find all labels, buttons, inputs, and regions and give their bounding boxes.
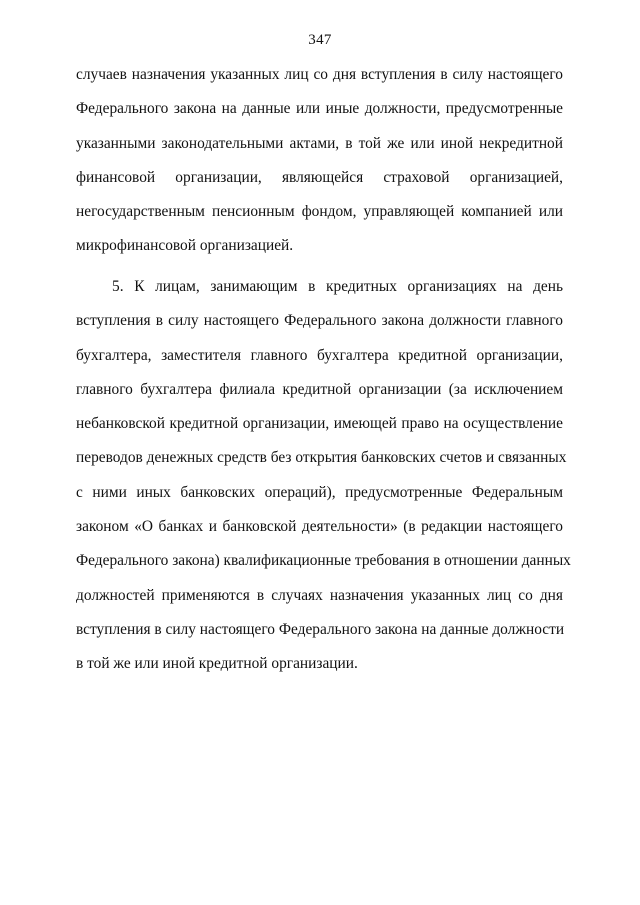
text-line: законом «О банках и банковской деятельности» (в редакции настоящего xyxy=(76,518,563,536)
text-line: вступления в силу настоящего Федерального закона на данные должности xyxy=(76,620,565,638)
text-line: микрофинансовой организацией. xyxy=(76,237,294,255)
text-line: переводов денежных средств без открытия банковских счетов и связанных xyxy=(76,449,567,467)
text-line: Федерального закона) квалификационные требования в отношении данных xyxy=(76,552,571,570)
text-line: финансовой организации, являющейся страховой организацией, xyxy=(76,168,563,186)
text-line: негосударственным пенсионным фондом, управляющей компанией или xyxy=(76,203,563,221)
text-line: должностей применяются в случаях назначения указанных лиц со дня xyxy=(76,586,563,604)
text-line: вступления в силу настоящего Федерального закона должности главного xyxy=(76,312,563,330)
text-line: случаев назначения указанных лиц со дня вступления в силу настоящего xyxy=(76,66,563,83)
text-line: указанными законодательными актами, в той же или иной некредитной xyxy=(76,134,563,152)
paragraph-5 xyxy=(76,270,571,682)
text-line: с ними иных банковских операций), предусмотренные Федеральным xyxy=(76,483,563,501)
text-line: в той же или иной кредитной организации. xyxy=(76,655,358,673)
text-line: главного бухгалтера филиала кредитной организации (за исключением xyxy=(76,380,563,398)
page-number: 347 xyxy=(308,32,332,48)
paragraph-continued xyxy=(76,58,563,264)
text-line: 5. К лицам, занимающим в кредитных организациях на день xyxy=(112,278,563,295)
text-line: бухгалтера, заместителя главного бухгалтера кредитной организации, xyxy=(76,346,563,364)
text-line: Федерального закона на данные или иные должности, предусмотренные xyxy=(76,100,563,118)
text-line: небанковской кредитной организации, имеющей право на осуществление xyxy=(76,415,563,433)
